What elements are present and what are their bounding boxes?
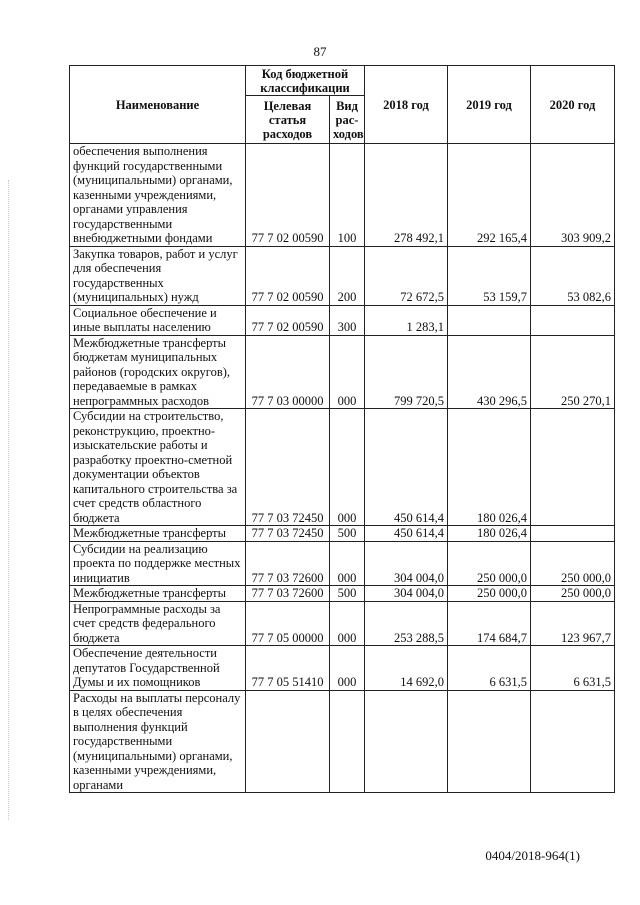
row-name: Межбюджетные трансферты [70,526,246,542]
table-row [70,586,615,602]
row-2019 [448,690,531,793]
row-2020: 250 270,1 [531,335,615,409]
row-name: Межбюджетные трансферты бюджетам муниципальных районов (городских округов), передаваемые в рамках непрограммных расходов [70,335,246,409]
table-row [70,409,615,526]
row-target-article: 77 7 02 00590 [246,144,330,247]
row-2018: 72 672,5 [365,246,448,305]
row-name: Расходы на выплаты персоналу в целях обеспечения выполнения функций государственными (муниципальными) органами, казенными учреждениями, органами [70,690,246,793]
row-expense-type: 500 [330,586,365,602]
table-row [70,646,615,691]
row-2019 [448,305,531,335]
row-target-article: 77 7 03 00000 [246,335,330,409]
row-expense-type: 100 [330,144,365,247]
row-expense-type: 000 [330,601,365,646]
row-target-article: 77 7 05 00000 [246,601,330,646]
row-2018: 278 492,1 [365,144,448,247]
margin-dotted-line [8,180,10,820]
row-expense-type: 200 [330,246,365,305]
row-2018: 450 614,4 [365,409,448,526]
row-expense-type [330,690,365,793]
row-name: Межбюджетные трансферты [70,586,246,602]
table-row [70,541,615,586]
row-expense-type: 300 [330,305,365,335]
row-target-article: 77 7 03 72450 [246,409,330,526]
header-name: Наименование [70,66,246,144]
header-2019: 2019 год [448,66,531,144]
row-2020: 123 967,7 [531,601,615,646]
document-footer-code: 0404/2018-964(1) [485,848,580,863]
row-target-article [246,690,330,793]
row-name: Обеспечение деятельности депутатов Государственной Думы и их помощников [70,646,246,691]
row-target-article: 77 7 03 72450 [246,526,330,542]
row-2019: 174 684,7 [448,601,531,646]
row-2018: 450 614,4 [365,526,448,542]
row-2019: 292 165,4 [448,144,531,247]
row-name: Субсидии на реализацию проекта по поддержке местных инициатив [70,541,246,586]
row-2019: 6 631,5 [448,646,531,691]
table-row [70,601,615,646]
header-expense-type: Вид рас- ходов [330,96,365,144]
row-2020 [531,690,615,793]
budget-table [69,65,615,793]
header-target-article: Целевая статья расходов [246,96,330,144]
header-2018: 2018 год [365,66,448,144]
row-2018: 304 004,0 [365,586,448,602]
row-2019: 180 026,4 [448,409,531,526]
row-name: Закупка товаров, работ и услуг для обеспечения государственных (муниципальных) нужд [70,246,246,305]
row-name: обеспечения выполнения функций государственными (муниципальными) органами, казенными учреждениями, органами управления государственными внебюджетными фондами [70,144,246,247]
row-expense-type: 500 [330,526,365,542]
table-row [70,246,615,305]
header-row-top [70,66,615,96]
row-2018: 304 004,0 [365,541,448,586]
row-2018 [365,690,448,793]
row-2019: 180 026,4 [448,526,531,542]
row-expense-type: 000 [330,541,365,586]
row-2018: 253 288,5 [365,601,448,646]
header-2020: 2020 год [531,66,615,144]
row-2019: 250 000,0 [448,541,531,586]
header-budget-code: Код бюджетной классификации [246,66,365,96]
row-name: Субсидии на строительство, реконструкцию, проектно-изыскательские работы и разработку проектно-сметной документации объектов капитального строительства за счет средств областного бюджета [70,409,246,526]
row-2020 [531,526,615,542]
row-2019: 250 000,0 [448,586,531,602]
row-2018: 1 283,1 [365,305,448,335]
row-2019: 430 296,5 [448,335,531,409]
row-2020: 250 000,0 [531,586,615,602]
row-expense-type: 000 [330,409,365,526]
row-target-article: 77 7 02 00590 [246,246,330,305]
row-target-article: 77 7 02 00590 [246,305,330,335]
table-row [70,526,615,542]
row-name: Социальное обеспечение и иные выплаты населению [70,305,246,335]
row-2020 [531,409,615,526]
row-2018: 799 720,5 [365,335,448,409]
row-target-article: 77 7 03 72600 [246,541,330,586]
row-2020: 250 000,0 [531,541,615,586]
row-target-article: 77 7 05 51410 [246,646,330,691]
table-row [70,305,615,335]
page-number: 87 [313,44,327,59]
table-row [70,144,615,247]
row-2018: 14 692,0 [365,646,448,691]
table-row [70,335,615,409]
row-expense-type: 000 [330,646,365,691]
row-2020 [531,305,615,335]
row-2019: 53 159,7 [448,246,531,305]
table-row [70,690,615,793]
row-2020: 53 082,6 [531,246,615,305]
row-target-article: 77 7 03 72600 [246,586,330,602]
row-expense-type: 000 [330,335,365,409]
row-2020: 303 909,2 [531,144,615,247]
row-2020: 6 631,5 [531,646,615,691]
row-name: Непрограммные расходы за счет средств федерального бюджета [70,601,246,646]
